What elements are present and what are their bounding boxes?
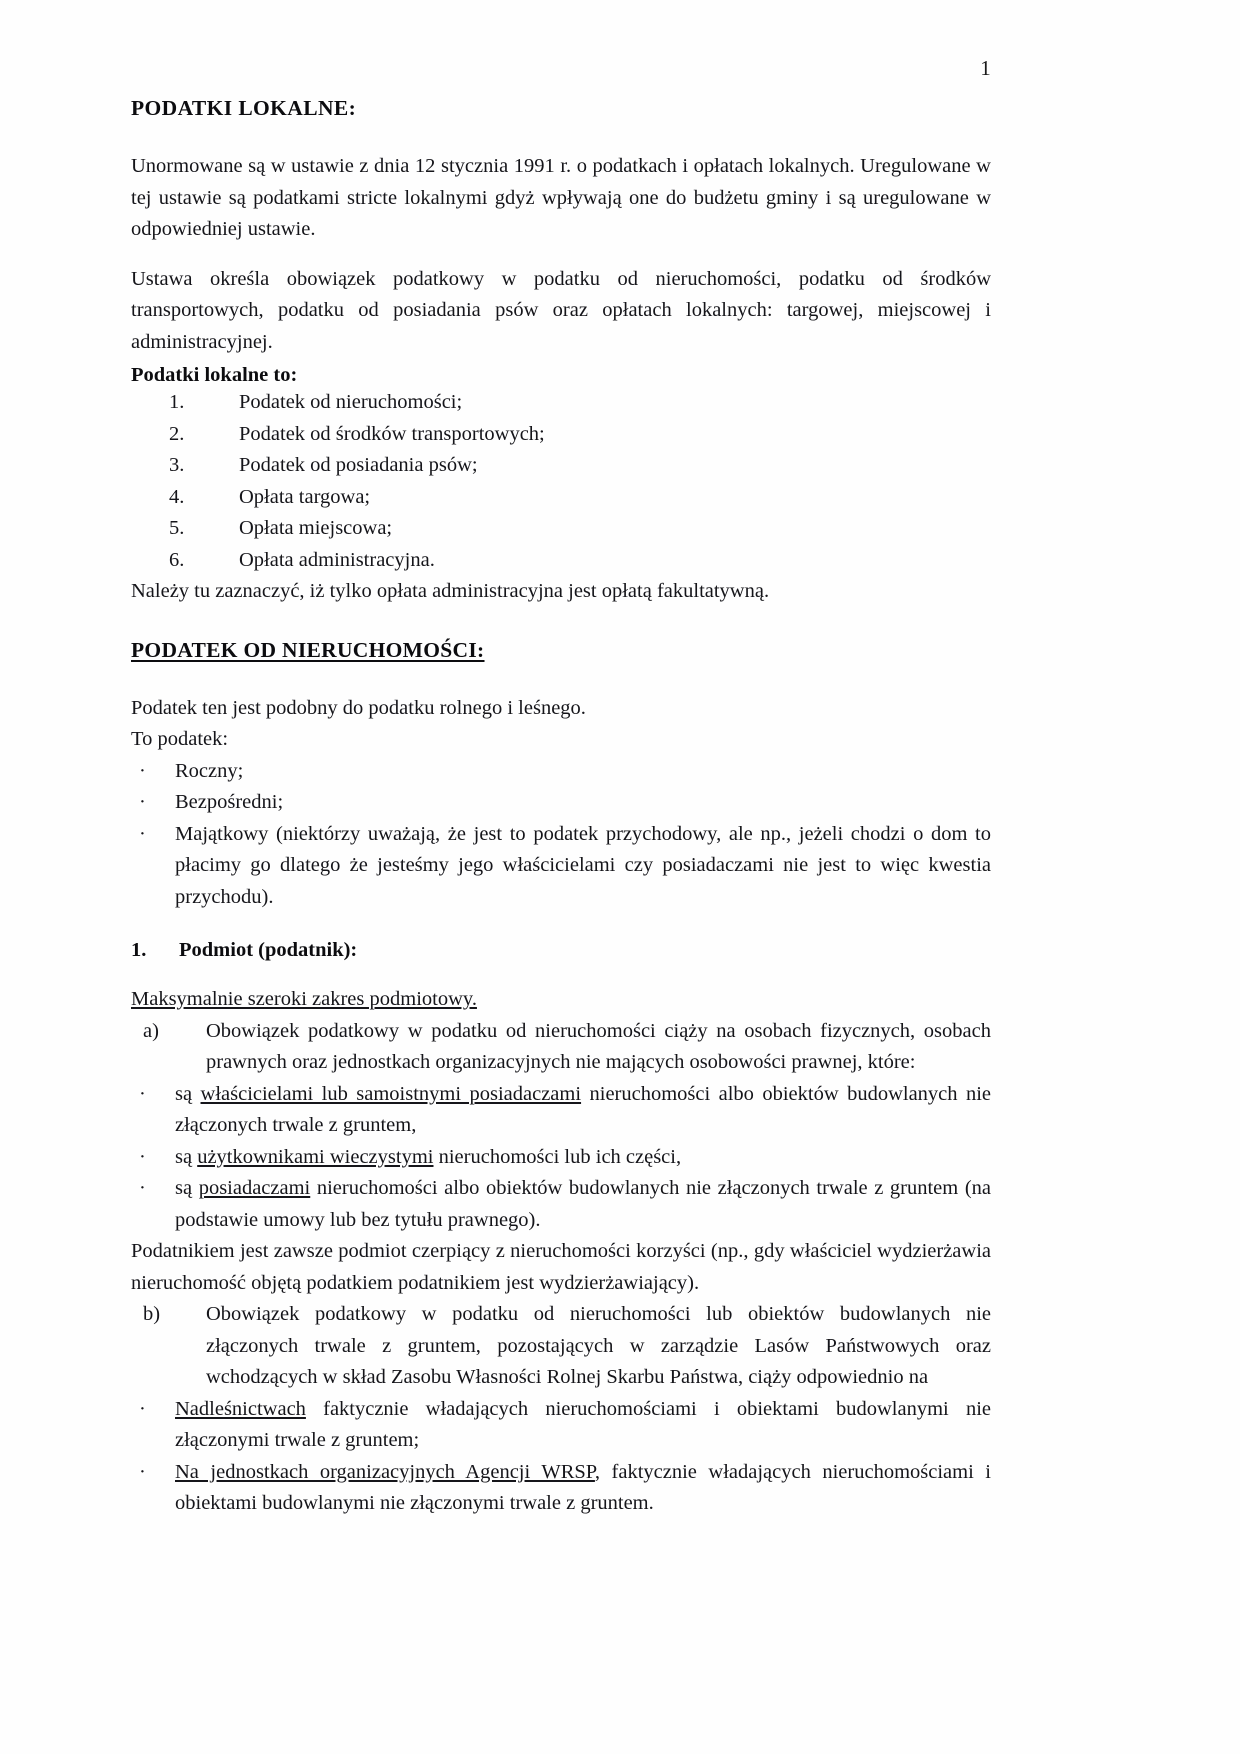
bullet-dot-icon: · bbox=[139, 759, 146, 782]
scope-underlined-note bbox=[131, 984, 991, 1016]
clause-letter: b) bbox=[143, 1303, 161, 1325]
list-item-number: 1. bbox=[169, 391, 185, 413]
page-number: 1 bbox=[980, 56, 991, 80]
taxpayer-definition-note: Podatnikiem jest zawsze podmiot czerpiący z nieruchomości korzyści (np., gdy właściciel wydzierżawia nieruchomość objętą podatkiem podatnikiem jest wydzierżawiający). bbox=[131, 1240, 991, 1294]
item-post-text: , faktycznie władających nieruchomościami i obiektami budowlanymi nie złączonymi trwale z gruntem. bbox=[175, 1460, 991, 1514]
intro-paragraph-1: Unormowane są w ustawie z dnia 12 stycznia 1991 r. o podatkach i opłatach lokalnych. Uregulowane w tej ustawie są podatkami stricte lokalnymi gdyż wpływają one do budżetu gminy i są uregulowane w odpowiedniej ustawie. bbox=[131, 155, 991, 240]
list-item bbox=[131, 450, 991, 482]
clause-letter: a) bbox=[143, 1019, 159, 1042]
intro-paragraph-2: Ustawa określa obowiązek podatkowy w podatku od nieruchomości, podatku od środków transportowych, podatku od posiadania psów oraz opłatach lokalnych: targowej, miejscowej i administracyjnej. bbox=[131, 267, 991, 353]
section-heading-property-tax: PODATEK OD NIERUCHOMOŚCI: bbox=[131, 637, 485, 662]
list-item-number: 3. bbox=[169, 454, 185, 476]
item-underlined-text: Na jednostkach organizacyjnych Agencji WRSP bbox=[175, 1460, 595, 1483]
list-item-label: Majątkowy (niektórzy uważają, że jest to podatek przychodowy, ale np., jeżeli chodzi o dom to płacimy go dlatego że jesteśmy jego właścicielami czy posiadaczami nie jest to więc kwestia przychodu). bbox=[175, 822, 991, 908]
list-item bbox=[131, 545, 991, 577]
list-item bbox=[131, 419, 991, 451]
list-item bbox=[131, 787, 991, 819]
item-post-text: nieruchomości albo obiektów budowlanych nie złączonych trwale z gruntem (na podstawie umowy lub bez tytułu prawnego). bbox=[175, 1177, 991, 1231]
bullet-dot-icon: · bbox=[139, 1177, 146, 1199]
tax-character-list bbox=[131, 756, 991, 914]
item-pre-text: są bbox=[175, 1145, 198, 1168]
clause-text: Obowiązek podatkowy w podatku od nieruchomości ciąży na osobach fizycznych, osobach prawnych oraz jednostkach organizacyjnych nie mających osobowości prawnej, które: bbox=[206, 1019, 991, 1073]
item-underlined-text: Nadleśnictwach bbox=[175, 1397, 306, 1420]
list-item bbox=[131, 387, 991, 419]
list-item bbox=[131, 819, 991, 914]
list-item-label: Opłata targowa; bbox=[239, 485, 371, 508]
item-post-text: nieruchomości albo obiektów budowlanych nie złączonych trwale z gruntem, bbox=[175, 1082, 991, 1136]
list-item bbox=[131, 1299, 991, 1394]
list-item bbox=[131, 1142, 991, 1174]
tax-list bbox=[131, 387, 991, 576]
list-item-number: 2. bbox=[169, 422, 185, 445]
clause-a-list bbox=[131, 1016, 991, 1079]
list-item-label: Roczny; bbox=[175, 759, 244, 782]
bullet-dot-icon: · bbox=[139, 1082, 146, 1105]
bullet-dot-icon: · bbox=[139, 822, 146, 845]
list-item bbox=[131, 1173, 991, 1236]
item-pre-text: są bbox=[175, 1082, 201, 1105]
list-item bbox=[131, 756, 991, 788]
item-post-text: faktycznie władających nieruchomościami i obiektami budowlanymi nie złączonymi trwale z gruntem; bbox=[175, 1397, 991, 1451]
list-item-number: 6. bbox=[169, 548, 185, 571]
similar-taxes-note: Podatek ten jest podobny do podatku rolnego i leśnego. bbox=[131, 696, 586, 719]
item-post-text: nieruchomości lub ich części, bbox=[433, 1145, 682, 1168]
list-item bbox=[131, 482, 991, 514]
scope-underlined-text: Maksymalnie szeroki zakres podmiotowy. bbox=[131, 988, 477, 1010]
list-item-label: Podatek od środków transportowych; bbox=[239, 422, 545, 445]
page-title: PODATKI LOKALNE: bbox=[131, 96, 357, 120]
item-underlined-text: właścicielami lub samoistnymi posiadaczami bbox=[200, 1082, 582, 1105]
list-item-label: Opłata administracyjna. bbox=[239, 548, 435, 571]
tax-list-label: Podatki lokalne to: bbox=[131, 364, 298, 386]
page-content bbox=[131, 56, 991, 1520]
bullet-dot-icon: · bbox=[139, 791, 146, 813]
clause-text: Obowiązek podatkowy w podatku od nieruchomości lub obiektów budowlanych nie złączonych trwale z gruntem, pozostających w zarządzie Lasów Państwowych oraz wchodzących w skład Zasobu Własności Rolnej Skarbu Państwa, ciąży odpowiednio na bbox=[206, 1303, 991, 1388]
subsection-label: Podmiot (podatnik): bbox=[179, 939, 358, 961]
item-pre-text: są bbox=[175, 1177, 199, 1199]
clause-a-items bbox=[131, 1079, 991, 1237]
clause-b-list bbox=[131, 1299, 991, 1394]
list-item-label: Bezpośredni; bbox=[175, 791, 284, 813]
list-item-label: Opłata miejscowa; bbox=[239, 517, 393, 539]
list-item bbox=[131, 1457, 991, 1520]
list-item bbox=[131, 1394, 991, 1457]
list-item-label: Podatek od posiadania psów; bbox=[239, 454, 478, 476]
bullet-dot-icon: · bbox=[139, 1145, 146, 1168]
list-item-number: 5. bbox=[169, 517, 185, 539]
clause-b-items bbox=[131, 1394, 991, 1520]
subsection-number: 1. bbox=[131, 939, 147, 961]
bullet-dot-icon: · bbox=[139, 1460, 146, 1483]
list-item-number: 4. bbox=[169, 485, 185, 508]
list-item bbox=[131, 513, 991, 545]
item-underlined-text: posiadaczami bbox=[198, 1177, 311, 1199]
facultative-note: Należy tu zaznaczyć, iż tylko opłata administracyjna jest opłatą fakultatywną. bbox=[131, 580, 770, 602]
bullet-dot-icon: · bbox=[139, 1397, 146, 1420]
list-item-label: Podatek od nieruchomości; bbox=[239, 391, 463, 413]
subsection-heading-podmiot bbox=[131, 939, 991, 962]
list-item bbox=[131, 1016, 991, 1079]
list-item bbox=[131, 1079, 991, 1142]
item-underlined-text: użytkownikami wieczystymi bbox=[197, 1145, 434, 1168]
to-podatek-label: To podatek: bbox=[131, 728, 229, 750]
